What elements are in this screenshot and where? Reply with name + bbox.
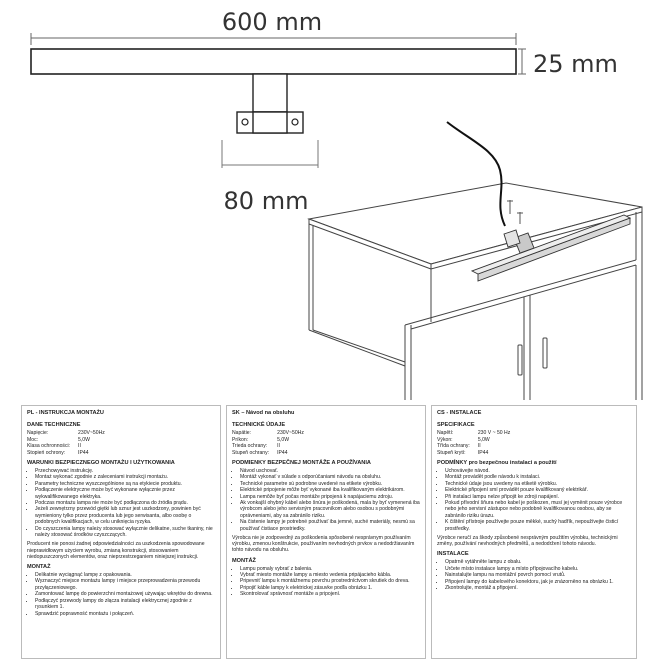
panel-title: PL - INSTRUKCJA MONTAŻU	[27, 410, 104, 416]
install-heading: MONTÁŽ	[232, 557, 256, 564]
spec-key: Třída ochrany:	[437, 443, 470, 449]
safety-item: • Lampa nemôže byť počas montáže pripojená k napájaciemu zdroju.	[240, 494, 420, 500]
safety-item: • Při instalaci lampu nelze připojit ke zdroji napájení.	[445, 494, 631, 500]
install-heading: INSTALACE	[437, 551, 469, 558]
safety-item: • Uchovávejte návod.	[445, 468, 631, 474]
safety-item: • Montáž provádět podle návodu k instalaci.	[445, 474, 631, 480]
panel-title: SK – Návod na obsluhu	[232, 410, 295, 416]
spec-key: Stopień ochrony:	[27, 449, 66, 456]
lamp-bar	[31, 49, 516, 74]
safety-heading: PODMÍNKY pro bezpečnou instalaci a použití	[437, 460, 557, 466]
spec-key: Napětí:	[437, 430, 454, 436]
install-step: • Opatrně vytáhněte lampu z obalu.	[445, 559, 631, 565]
length-label: 600 mm	[221, 8, 323, 36]
safety-item: • Parametry techniczne wyszczególnione są na etykiecie produktu.	[35, 481, 215, 487]
spec-row	[232, 450, 312, 457]
liability-note: Výrobce neručí za škody způsobené nesprávným použitím výrobku, technickými změny, používání nevhodných předmětů, a nedodržení tohoto návodu.	[437, 535, 618, 548]
instruction-panel-pl	[21, 405, 221, 659]
install-step: • Určete místo instalace lampy a místo přípojovacího kabelu.	[445, 566, 631, 572]
spec-key: Napięcie:	[27, 430, 49, 436]
depth-label: 80 mm	[223, 187, 309, 215]
spec-key: Príkon:	[232, 436, 249, 443]
install-heading: MONTAŻ	[27, 564, 51, 571]
spec-value: 230 V ~ 50 Hz	[477, 430, 511, 436]
tech-data-heading: DANE TECHNICZNE	[27, 422, 81, 428]
safety-list	[27, 468, 215, 538]
spec-row	[437, 430, 518, 437]
install-step: • Připojení lampy do kabelového konektoru, jak je znázorněno na obrázku 1.	[445, 579, 631, 585]
depth-dimension	[222, 140, 318, 215]
safety-item: • Montaż wykonać zgodnie z zaleceniami instrukcji montażu.	[35, 474, 215, 480]
safety-item: • Podłączenie elektryczne może być wykonane wyłącznie przez wykwalifikowanego elektryka.	[35, 487, 215, 500]
spec-value: IP44	[78, 449, 89, 456]
install-step: • Zkontrolujte, montáž a připojení.	[445, 585, 631, 591]
cabinet-illustration	[309, 183, 642, 400]
spec-key: Klasa ochronności:	[27, 443, 71, 449]
spec-table	[27, 430, 113, 456]
instruction-panel-cs	[431, 405, 637, 659]
install-list	[232, 566, 420, 598]
spec-value: 5,0W	[78, 436, 90, 443]
install-step: • Lampu pomaly vybrať z balenia.	[240, 566, 420, 572]
spec-value: IP44	[477, 449, 489, 456]
spec-key: Výkon:	[437, 436, 453, 443]
mounting-plate	[237, 112, 303, 133]
safety-item: • Elektrické připojení smí provádět pouze kvalifikovaný elektrikář.	[445, 487, 631, 493]
install-step: • Delikatnie wyciągnąć lampę z opakowania.	[35, 572, 215, 578]
safety-item: • K čištění přístroje používejte pouze měkké, suchý hadřík, nepoužívejte čisticí prostředky.	[445, 519, 631, 532]
spec-value: 5,0W	[477, 436, 490, 443]
install-step: • Skontrolovať správnosť montáže a pripojení.	[240, 591, 420, 597]
height-dimension	[518, 49, 618, 78]
tech-data-heading: TECHNICKÉ ÚDAJE	[232, 422, 286, 428]
safety-item: • Technické parametre sú podrobne uvedené na etikete výrobku.	[240, 481, 420, 487]
spec-key: Stupeň ochrany:	[232, 449, 270, 456]
length-dimension	[31, 8, 516, 45]
spec-key: Napätie:	[232, 430, 251, 436]
spec-value: 5,0W	[277, 436, 289, 443]
spec-value: IP44	[277, 449, 288, 456]
safety-item: • Podczas montażu lampa nie może być podłączona do źródła prądu.	[35, 500, 215, 506]
spec-row	[27, 450, 113, 457]
install-step: • Podłączyć przewody lampy do złącza instalacji elektrycznej zgodnie z rysunkiem 1.	[35, 598, 215, 611]
install-step: • Pripojiť káble lampy k elektrickej zásuvke podľa obrázku 1.	[240, 585, 420, 591]
safety-item: • Jeżeli zewnętrzny przewód giętki lub sznur jest uszkodzony, powinien być wymieniony tylko przez producenta lub jego serwisanta, albo osobę o podobnych kwalifikacjach, w celu uniknięcia ryzyka.	[35, 506, 215, 525]
install-list	[27, 572, 215, 617]
spec-value: 230V~50Hz	[78, 430, 105, 436]
install-step: • Vybrať miesto montáže lampy a miesto vedenia pripájacieho kábla.	[240, 572, 420, 578]
install-step: • Zamontować lampę do powierzchni montażowej używając wkrętów do drewna.	[35, 591, 215, 597]
safety-item: • Elektrické pripojenie môže byť vykonané iba kvalifikovaným elektrikárom.	[240, 487, 420, 493]
safety-item: • Na čistenie lampy je potrebné používať iba jemné, suché materiály, nesmú sa používať čistiace prostriedky.	[240, 519, 420, 532]
spec-value: II	[477, 443, 481, 449]
safety-heading: PODMIENKY BEZPEČNEJ MONTÁŽE A POUŽÍVANIA	[232, 460, 371, 466]
safety-item: • Montáž vykonať v súlade s odporúčaniami návodu na obsluhu.	[240, 474, 420, 480]
spec-table	[232, 430, 312, 456]
safety-item: • Do czyszczenia lampy należy stosować wyłącznie delikatne, suche tkaniny, nie należy stosować środków czyszczących.	[35, 526, 215, 539]
instruction-panel-sk	[226, 405, 426, 659]
liability-note: Producent nie ponosi żadnej odpowiedzialności za uszkodzenia spowodowane nieprawidłowym użyciem wyrobu, zmianą konstrukcji, stosowaniem niedopuszczonych elementów, oraz nieprzestrzeganiem niniejszej instrukcji.	[27, 541, 205, 560]
spec-key: Moc:	[27, 436, 39, 443]
safety-item: • Technické údaje jsou uvedeny na etiketě výrobku.	[445, 481, 631, 487]
safety-heading: WARUNKI BEZPIECZNEGO MONTAŻU I UŻYTKOWANIA	[27, 460, 175, 466]
safety-list	[232, 468, 420, 532]
spec-key: Stupeň krytí:	[437, 449, 466, 456]
safety-item: • Pokud přívodní šňura nebo kabel je poškozen, musí jej vyměnit pouze výrobce nebo jeho servisní zástupce nebo podobně kvalifikovanou osobou, aby se zabránilo riziku úrazu.	[445, 500, 631, 519]
spec-value: II	[277, 443, 280, 449]
install-list	[437, 559, 631, 591]
spec-value: 230V~50Hz	[277, 430, 304, 436]
tech-data-heading: SPECIFIKACE	[437, 422, 475, 428]
panel-title: CS - INSTALACE	[437, 410, 482, 416]
safety-list	[437, 468, 631, 532]
safety-item: • Przechowywać instrukcję.	[35, 468, 215, 474]
spec-value: II	[78, 443, 81, 449]
install-step: • Wyznaczyć miejsce montażu lampy i miejsce przeprowadzenia przewodu przyłączeniowego.	[35, 578, 215, 591]
safety-item: • Návod uschovať.	[240, 468, 420, 474]
install-step: • Pripevniť lampu k montážnemu povrchu prostredníctvom skrutiek do dreva.	[240, 578, 420, 584]
install-step: • Sprawdzić poprawność montażu i połączeń.	[35, 611, 215, 617]
spec-key: Trieda ochrany:	[232, 443, 268, 449]
safety-item: • Ak vonkajší ohybný kábel alebo šnúra je poškodená, mala by byť vymenená iba výrobcom alebo jeho servisným pracovníkom alebo osobou s podobnými oprávneniami, aby sa zabránilo riziku.	[240, 500, 420, 519]
spec-table	[437, 430, 518, 456]
height-label: 25 mm	[533, 50, 618, 78]
liability-note: Výrobca nie je zodpovedný za poškodenia spôsobené nesprávnym používaním výrobku, zmenou konštrukcie, používaním nevhodných prvkov a nedodržiavaním tohto návodu na obsluhu.	[232, 535, 415, 554]
spec-row	[437, 450, 518, 457]
lamp-stem	[253, 74, 287, 112]
install-step: • Nainstalujte lampu na montážní povrch pomocí vrutů.	[445, 572, 631, 578]
